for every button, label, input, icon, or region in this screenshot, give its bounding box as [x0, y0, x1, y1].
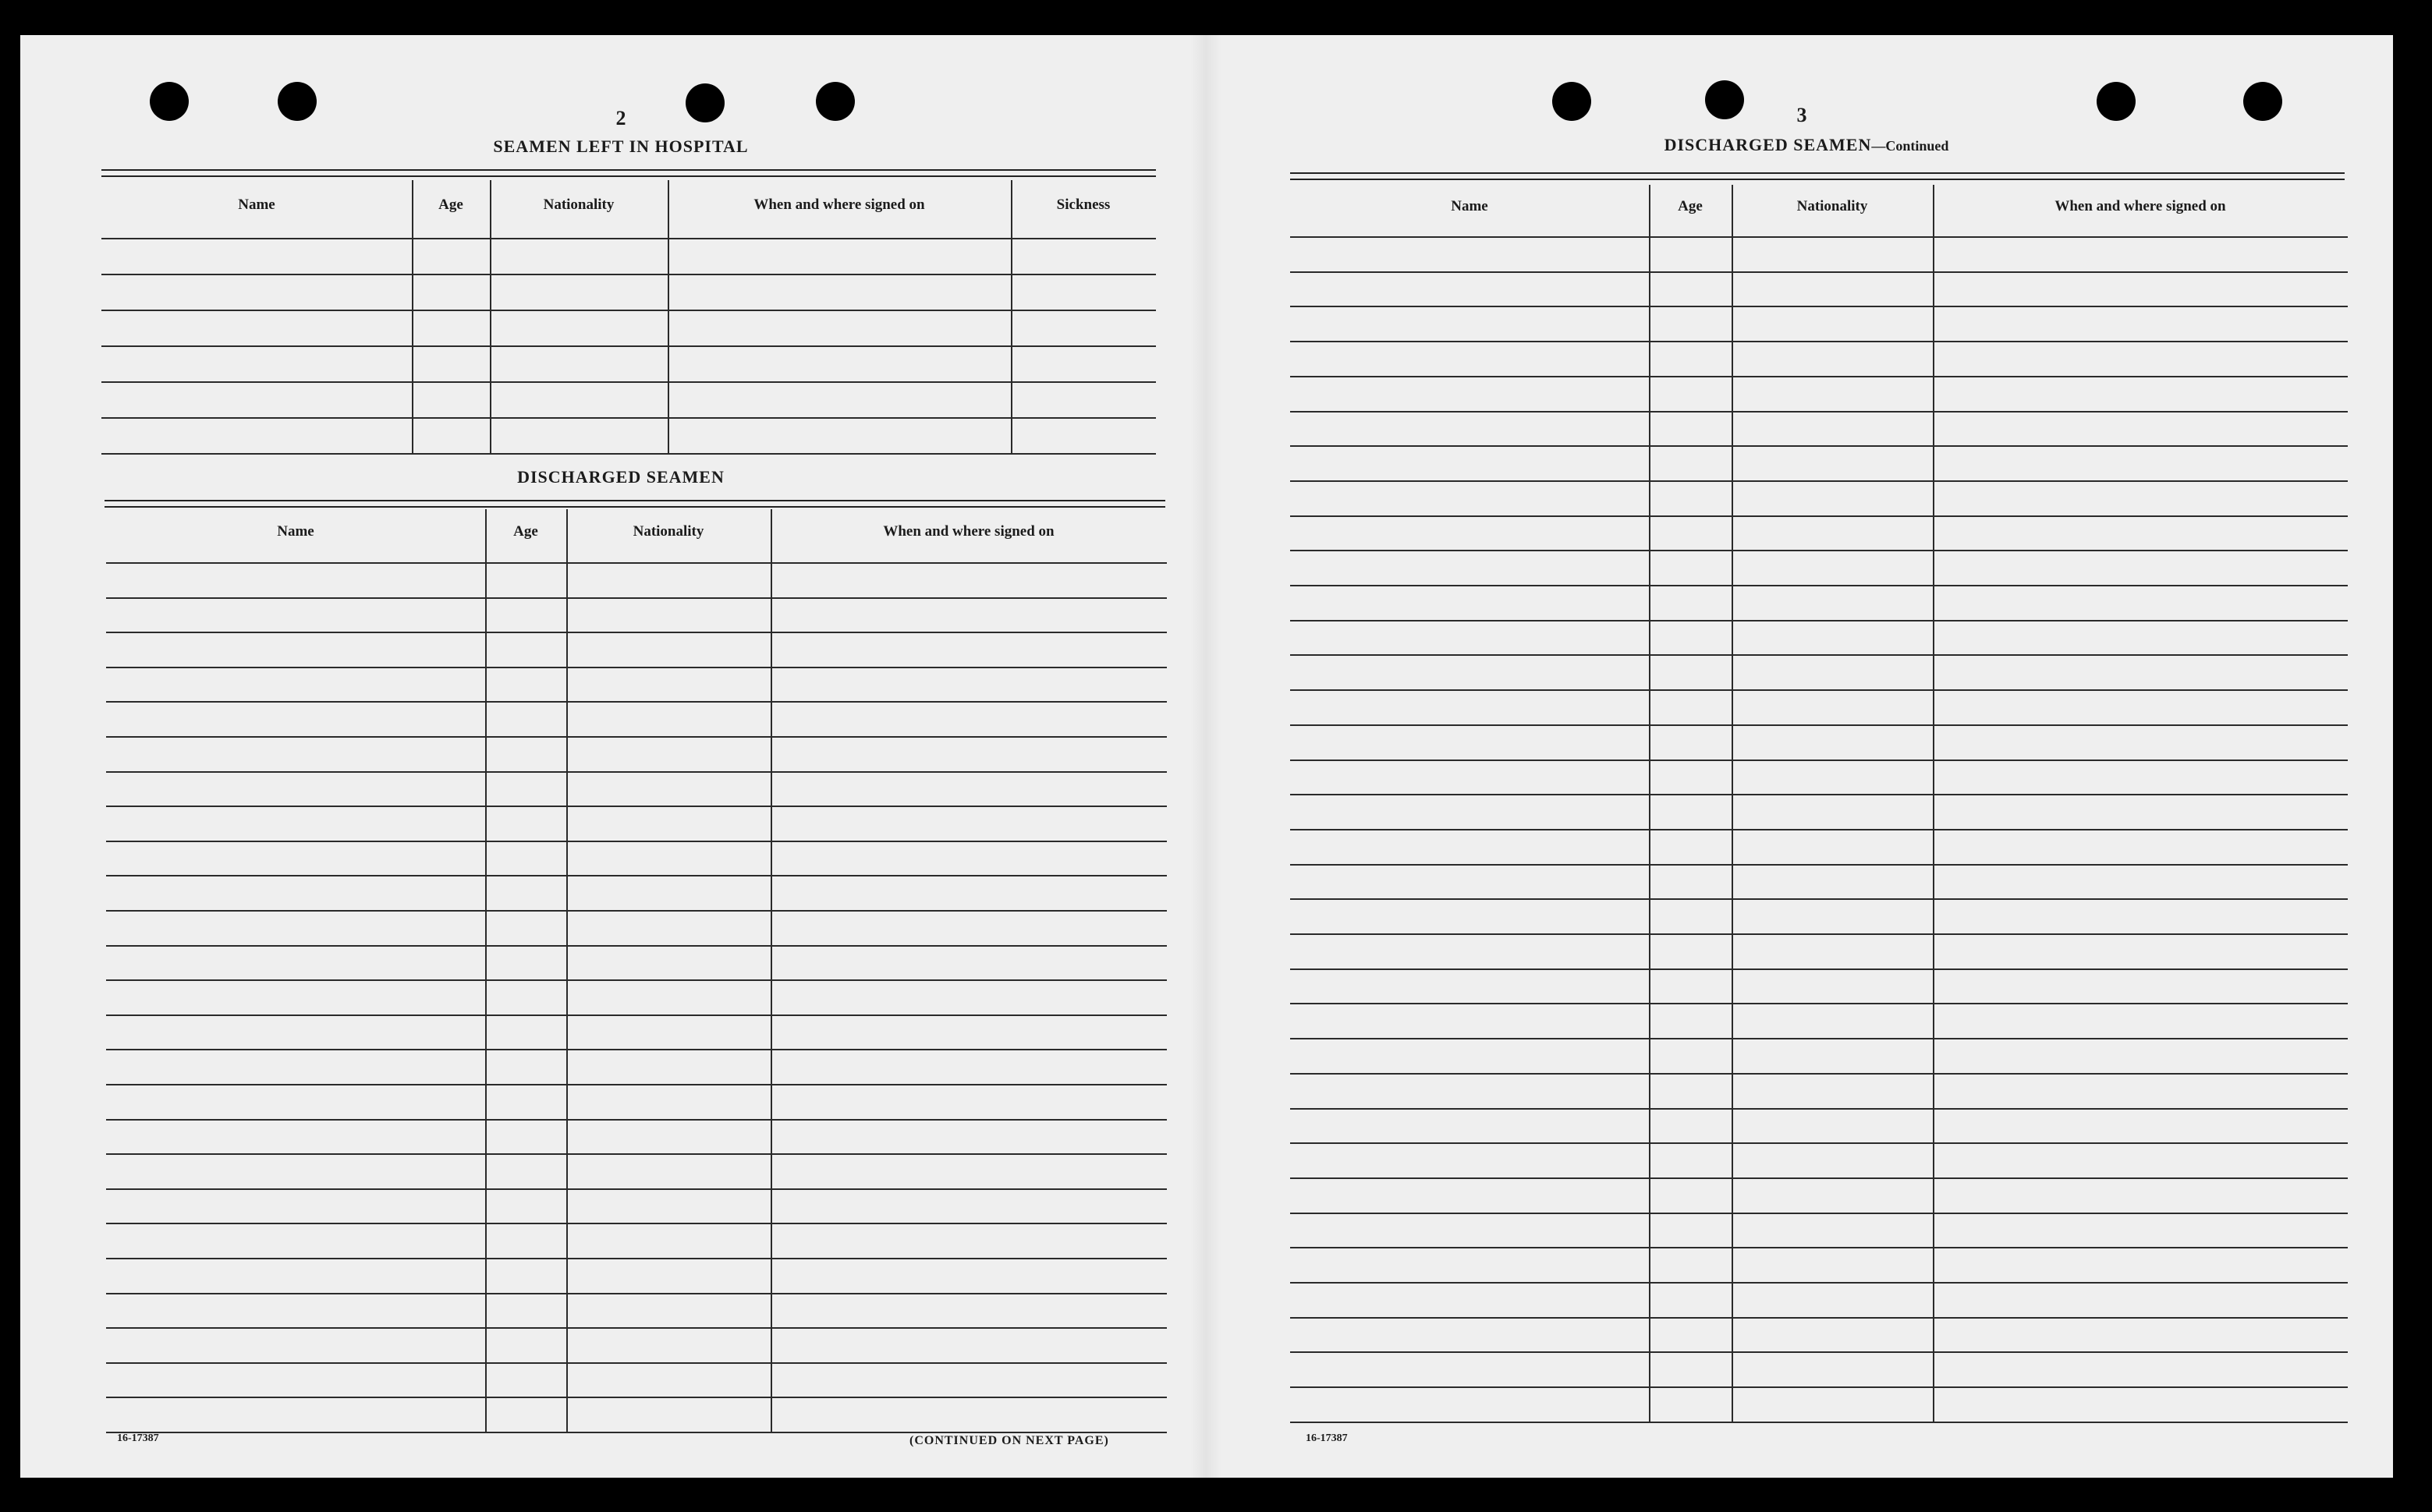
table-row-rule [1290, 1142, 2348, 1144]
table-row-rule [106, 1049, 1167, 1050]
table-row-rule [106, 1362, 1167, 1364]
column-header: Nationality [543, 197, 615, 213]
column-divider [1011, 180, 1012, 453]
table-row-rule [106, 945, 1167, 947]
table-row-rule [1290, 480, 2348, 482]
table-row-rule [1290, 550, 2348, 551]
table-row-rule [106, 875, 1167, 876]
table-row-rule [1290, 1003, 2348, 1004]
table-row-rule [106, 771, 1167, 773]
header-rule [101, 238, 1156, 239]
table-row-rule [106, 1258, 1167, 1259]
discharged-table-left [106, 509, 1167, 1461]
column-header: Nationality [633, 523, 704, 540]
column-header: When and where signed on [753, 197, 925, 213]
form-number: 16-17387 [117, 1432, 159, 1444]
table-row-rule [101, 310, 1156, 311]
column-header: When and where signed on [2054, 198, 2226, 214]
column-header: Age [1678, 198, 1703, 214]
column-divider [490, 180, 491, 453]
table-row-rule [106, 1153, 1167, 1155]
binder-hole [1552, 82, 1591, 121]
table-row-rule [106, 806, 1167, 807]
binder-hole [2097, 82, 2136, 121]
column-header: Name [1451, 198, 1488, 214]
table-row-rule [1290, 341, 2348, 342]
section-title: DISCHARGED SEAMEN [517, 467, 725, 487]
table-row-rule [1290, 1177, 2348, 1179]
table-row-rule [106, 1119, 1167, 1121]
table-row-rule [101, 381, 1156, 383]
hospital-table [101, 180, 1156, 492]
section-title [1565, 135, 2048, 155]
title-rule [1290, 172, 2345, 180]
column-divider [412, 180, 413, 453]
binder-hole [686, 83, 725, 122]
table-row-rule [1290, 898, 2348, 900]
page-number: 2 [615, 107, 626, 129]
table-row-rule [1290, 794, 2348, 795]
table-row-rule [1290, 411, 2348, 413]
table-row-rule [101, 345, 1156, 347]
table-row-rule [1290, 1386, 2348, 1388]
table-row-rule [1290, 1317, 2348, 1319]
page-fold [1190, 35, 1221, 1478]
table-row-rule [1290, 654, 2348, 656]
table-row-rule [101, 417, 1156, 419]
column-header: Sickness [1056, 197, 1111, 213]
header-rule [106, 562, 1167, 564]
table-row-rule [101, 274, 1156, 275]
column-header: Name [238, 197, 275, 213]
column-divider [1649, 185, 1650, 1422]
table-row-rule [1290, 1351, 2348, 1353]
column-header: Name [277, 523, 314, 540]
title-rule [105, 500, 1165, 508]
table-row-rule [106, 667, 1167, 668]
table-row-rule [106, 1327, 1167, 1329]
table-row-rule [106, 1223, 1167, 1224]
column-divider [1732, 185, 1733, 1422]
table-row-rule [1290, 1073, 2348, 1075]
table-row-rule [1290, 724, 2348, 726]
table-row-rule [1290, 689, 2348, 691]
binder-hole [278, 82, 317, 121]
table-row-rule [106, 632, 1167, 633]
table-row-rule [1290, 760, 2348, 761]
page-number: 3 [1796, 104, 1807, 126]
document-sheet [20, 35, 2393, 1478]
table-row-rule [1290, 1038, 2348, 1039]
column-divider [485, 509, 487, 1432]
table-row-rule [106, 597, 1167, 599]
column-header: When and where signed on [883, 523, 1055, 540]
title-rule [101, 169, 1156, 177]
table-row-rule [106, 979, 1167, 981]
binder-hole [1705, 80, 1744, 119]
table-row-rule [1290, 376, 2348, 377]
form-number: 16-17387 [1306, 1432, 1348, 1444]
table-row-rule [106, 1293, 1167, 1294]
binder-hole [150, 82, 189, 121]
column-divider [566, 509, 568, 1432]
table-row-rule [106, 736, 1167, 738]
table-row-rule [1290, 445, 2348, 447]
table-row-rule [106, 701, 1167, 703]
table-row-rule [1290, 1247, 2348, 1248]
table-row-rule [1290, 306, 2348, 307]
table-row-rule [1290, 1282, 2348, 1284]
section-title-suffix: —Continued [1871, 138, 1949, 154]
header-rule [1290, 236, 2348, 238]
footer-note: (CONTINUED ON NEXT PAGE) [909, 1434, 1109, 1447]
table-row-rule [106, 841, 1167, 842]
binder-hole [816, 82, 855, 121]
table-row-rule [1290, 829, 2348, 830]
table-row-rule [1290, 620, 2348, 621]
table-row-rule [101, 453, 1156, 455]
table-row-rule [1290, 515, 2348, 517]
column-divider [771, 509, 772, 1432]
table-row-rule [1290, 1422, 2348, 1423]
section-title-text: DISCHARGED SEAMEN [1664, 135, 1872, 154]
table-row-rule [1290, 968, 2348, 970]
table-row-rule [1290, 585, 2348, 586]
table-row-rule [106, 1188, 1167, 1190]
section-title: SEAMEN LEFT IN HOSPITAL [493, 136, 749, 156]
table-row-rule [106, 1014, 1167, 1016]
table-row-rule [1290, 1108, 2348, 1110]
column-divider [1933, 185, 1934, 1422]
table-row-rule [106, 1397, 1167, 1398]
table-row-rule [1290, 864, 2348, 866]
column-header: Age [513, 523, 538, 540]
column-divider [668, 180, 669, 453]
discharged-table-right [1290, 185, 2348, 1453]
column-header: Age [438, 197, 463, 213]
table-row-rule [106, 1432, 1167, 1433]
table-row-rule [1290, 1213, 2348, 1214]
table-row-rule [1290, 271, 2348, 273]
table-row-rule [106, 1084, 1167, 1085]
binder-hole [2243, 82, 2282, 121]
column-header: Nationality [1796, 198, 1868, 214]
table-row-rule [106, 910, 1167, 912]
table-row-rule [1290, 933, 2348, 935]
